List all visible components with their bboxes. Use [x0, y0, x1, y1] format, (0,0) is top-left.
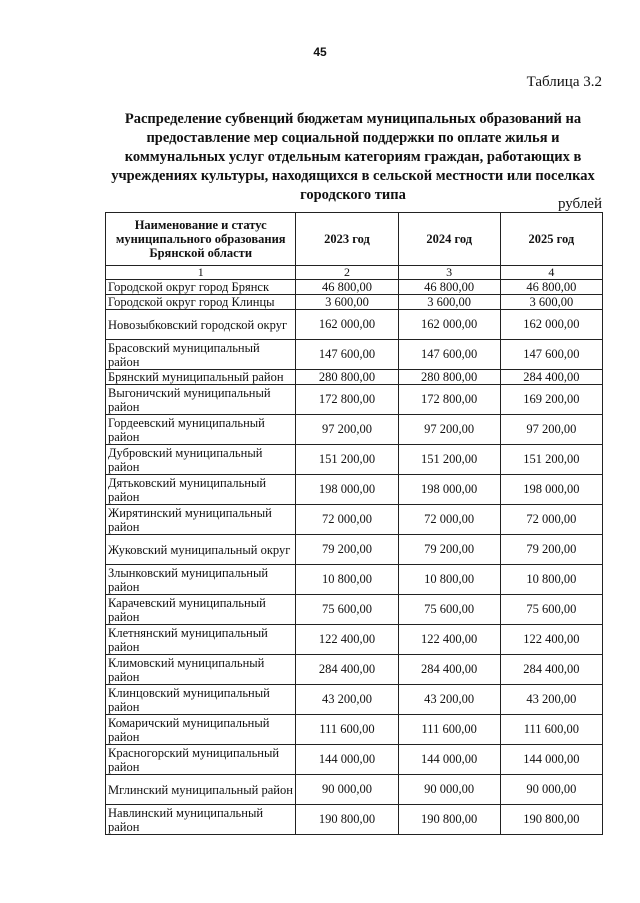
value-2023: 79 200,00 — [296, 535, 398, 565]
table-row — [106, 595, 603, 625]
table-row — [106, 655, 603, 685]
table-row — [106, 775, 603, 805]
value-2024: 10 800,00 — [398, 565, 500, 595]
document-title: Распределение субвенций бюджетам муниципальных образований на предоставление мер социальной поддержки по оплате жилья и коммунальных услуг отдельным категориям граждан, работающих в учреждениях культуры, находящихся в сельской местности или поселках городского типа — [111, 111, 595, 203]
value-2024: 46 800,00 — [398, 280, 500, 295]
value-2023: 3 600,00 — [296, 295, 398, 310]
municipality-name: Красногорский муниципальный район — [106, 745, 296, 775]
value-2025: 147 600,00 — [500, 340, 602, 370]
value-2024: 90 000,00 — [398, 775, 500, 805]
municipality-name: Новозыбковский городской округ — [106, 310, 296, 340]
header-2023: 2023 год — [296, 213, 398, 266]
value-2024: 79 200,00 — [398, 535, 500, 565]
value-2023: 151 200,00 — [296, 445, 398, 475]
column-number: 1 — [106, 266, 296, 280]
value-2025: 75 600,00 — [500, 595, 602, 625]
value-2024: 147 600,00 — [398, 340, 500, 370]
table-row — [106, 280, 603, 295]
municipality-name: Брасовский муниципальный район — [106, 340, 296, 370]
value-2025: 97 200,00 — [500, 415, 602, 445]
subvention-table — [105, 212, 603, 835]
value-2025: 122 400,00 — [500, 625, 602, 655]
value-2023: 284 400,00 — [296, 655, 398, 685]
value-2023: 190 800,00 — [296, 805, 398, 835]
table-label: Таблица 3.2 — [526, 74, 602, 90]
table-row — [106, 625, 603, 655]
column-number-row — [106, 266, 603, 280]
table-row — [106, 475, 603, 505]
table-row — [106, 685, 603, 715]
value-2023: 122 400,00 — [296, 625, 398, 655]
value-2024: 111 600,00 — [398, 715, 500, 745]
value-2023: 198 000,00 — [296, 475, 398, 505]
value-2024: 172 800,00 — [398, 385, 500, 415]
value-2025: 90 000,00 — [500, 775, 602, 805]
value-2023: 10 800,00 — [296, 565, 398, 595]
value-2025: 10 800,00 — [500, 565, 602, 595]
value-2025: 162 000,00 — [500, 310, 602, 340]
value-2023: 162 000,00 — [296, 310, 398, 340]
municipality-name: Климовский муниципальный район — [106, 655, 296, 685]
column-number: 3 — [398, 266, 500, 280]
value-2025: 198 000,00 — [500, 475, 602, 505]
value-2023: 280 800,00 — [296, 370, 398, 385]
table-row — [106, 295, 603, 310]
municipality-name: Гордеевский муниципальный район — [106, 415, 296, 445]
value-2024: 280 800,00 — [398, 370, 500, 385]
value-2023: 90 000,00 — [296, 775, 398, 805]
municipality-name: Выгоничский муниципальный район — [106, 385, 296, 415]
value-2024: 162 000,00 — [398, 310, 500, 340]
value-2023: 172 800,00 — [296, 385, 398, 415]
value-2025: 144 000,00 — [500, 745, 602, 775]
value-2023: 111 600,00 — [296, 715, 398, 745]
value-2025: 46 800,00 — [500, 280, 602, 295]
value-2023: 46 800,00 — [296, 280, 398, 295]
municipality-name: Дятьковский муниципальный район — [106, 475, 296, 505]
value-2024: 190 800,00 — [398, 805, 500, 835]
table-row — [106, 715, 603, 745]
table-row — [106, 505, 603, 535]
table-row — [106, 370, 603, 385]
table-row — [106, 565, 603, 595]
value-2025: 284 400,00 — [500, 370, 602, 385]
value-2025: 3 600,00 — [500, 295, 602, 310]
table-row — [106, 535, 603, 565]
municipality-name: Клетнянский муниципальный район — [106, 625, 296, 655]
municipality-name: Городской округ город Брянск — [106, 280, 296, 295]
value-2024: 122 400,00 — [398, 625, 500, 655]
value-2025: 43 200,00 — [500, 685, 602, 715]
value-2024: 43 200,00 — [398, 685, 500, 715]
value-2023: 147 600,00 — [296, 340, 398, 370]
value-2023: 75 600,00 — [296, 595, 398, 625]
header-municipality: Наименование и статус муниципального образования Брянской области — [106, 213, 296, 266]
value-2024: 75 600,00 — [398, 595, 500, 625]
value-2024: 72 000,00 — [398, 505, 500, 535]
table-header-row — [106, 213, 603, 266]
value-2024: 151 200,00 — [398, 445, 500, 475]
value-2025: 72 000,00 — [500, 505, 602, 535]
table-row — [106, 340, 603, 370]
page-number: 45 — [313, 45, 327, 59]
value-2025: 151 200,00 — [500, 445, 602, 475]
table-row — [106, 415, 603, 445]
municipality-name: Комаричский муниципальный район — [106, 715, 296, 745]
column-number: 2 — [296, 266, 398, 280]
value-2023: 72 000,00 — [296, 505, 398, 535]
municipality-name: Карачевский муниципальный район — [106, 595, 296, 625]
municipality-name: Брянский муниципальный район — [106, 370, 296, 385]
municipality-name: Навлинский муниципальный район — [106, 805, 296, 835]
column-number: 4 — [500, 266, 602, 280]
table-row — [106, 310, 603, 340]
table-row — [106, 445, 603, 475]
municipality-name: Клинцовский муниципальный район — [106, 685, 296, 715]
municipality-name: Дубровский муниципальный район — [106, 445, 296, 475]
value-2023: 144 000,00 — [296, 745, 398, 775]
table-row — [106, 745, 603, 775]
value-2024: 198 000,00 — [398, 475, 500, 505]
value-2025: 79 200,00 — [500, 535, 602, 565]
header-2025: 2025 год — [500, 213, 602, 266]
table-row — [106, 805, 603, 835]
value-2025: 284 400,00 — [500, 655, 602, 685]
value-2024: 284 400,00 — [398, 655, 500, 685]
value-2023: 43 200,00 — [296, 685, 398, 715]
value-2024: 97 200,00 — [398, 415, 500, 445]
header-2024: 2024 год — [398, 213, 500, 266]
value-2025: 111 600,00 — [500, 715, 602, 745]
municipality-name: Мглинский муниципальный район — [106, 775, 296, 805]
value-2024: 144 000,00 — [398, 745, 500, 775]
municipality-name: Злынковский муниципальный район — [106, 565, 296, 595]
value-2025: 190 800,00 — [500, 805, 602, 835]
value-2025: 169 200,00 — [500, 385, 602, 415]
municipality-name: Жирятинский муниципальный район — [106, 505, 296, 535]
value-2023: 97 200,00 — [296, 415, 398, 445]
units-label: рублей — [557, 196, 602, 212]
municipality-name: Городской округ город Клинцы — [106, 295, 296, 310]
value-2024: 3 600,00 — [398, 295, 500, 310]
municipality-name: Жуковский муниципальный округ — [106, 535, 296, 565]
table-row — [106, 385, 603, 415]
